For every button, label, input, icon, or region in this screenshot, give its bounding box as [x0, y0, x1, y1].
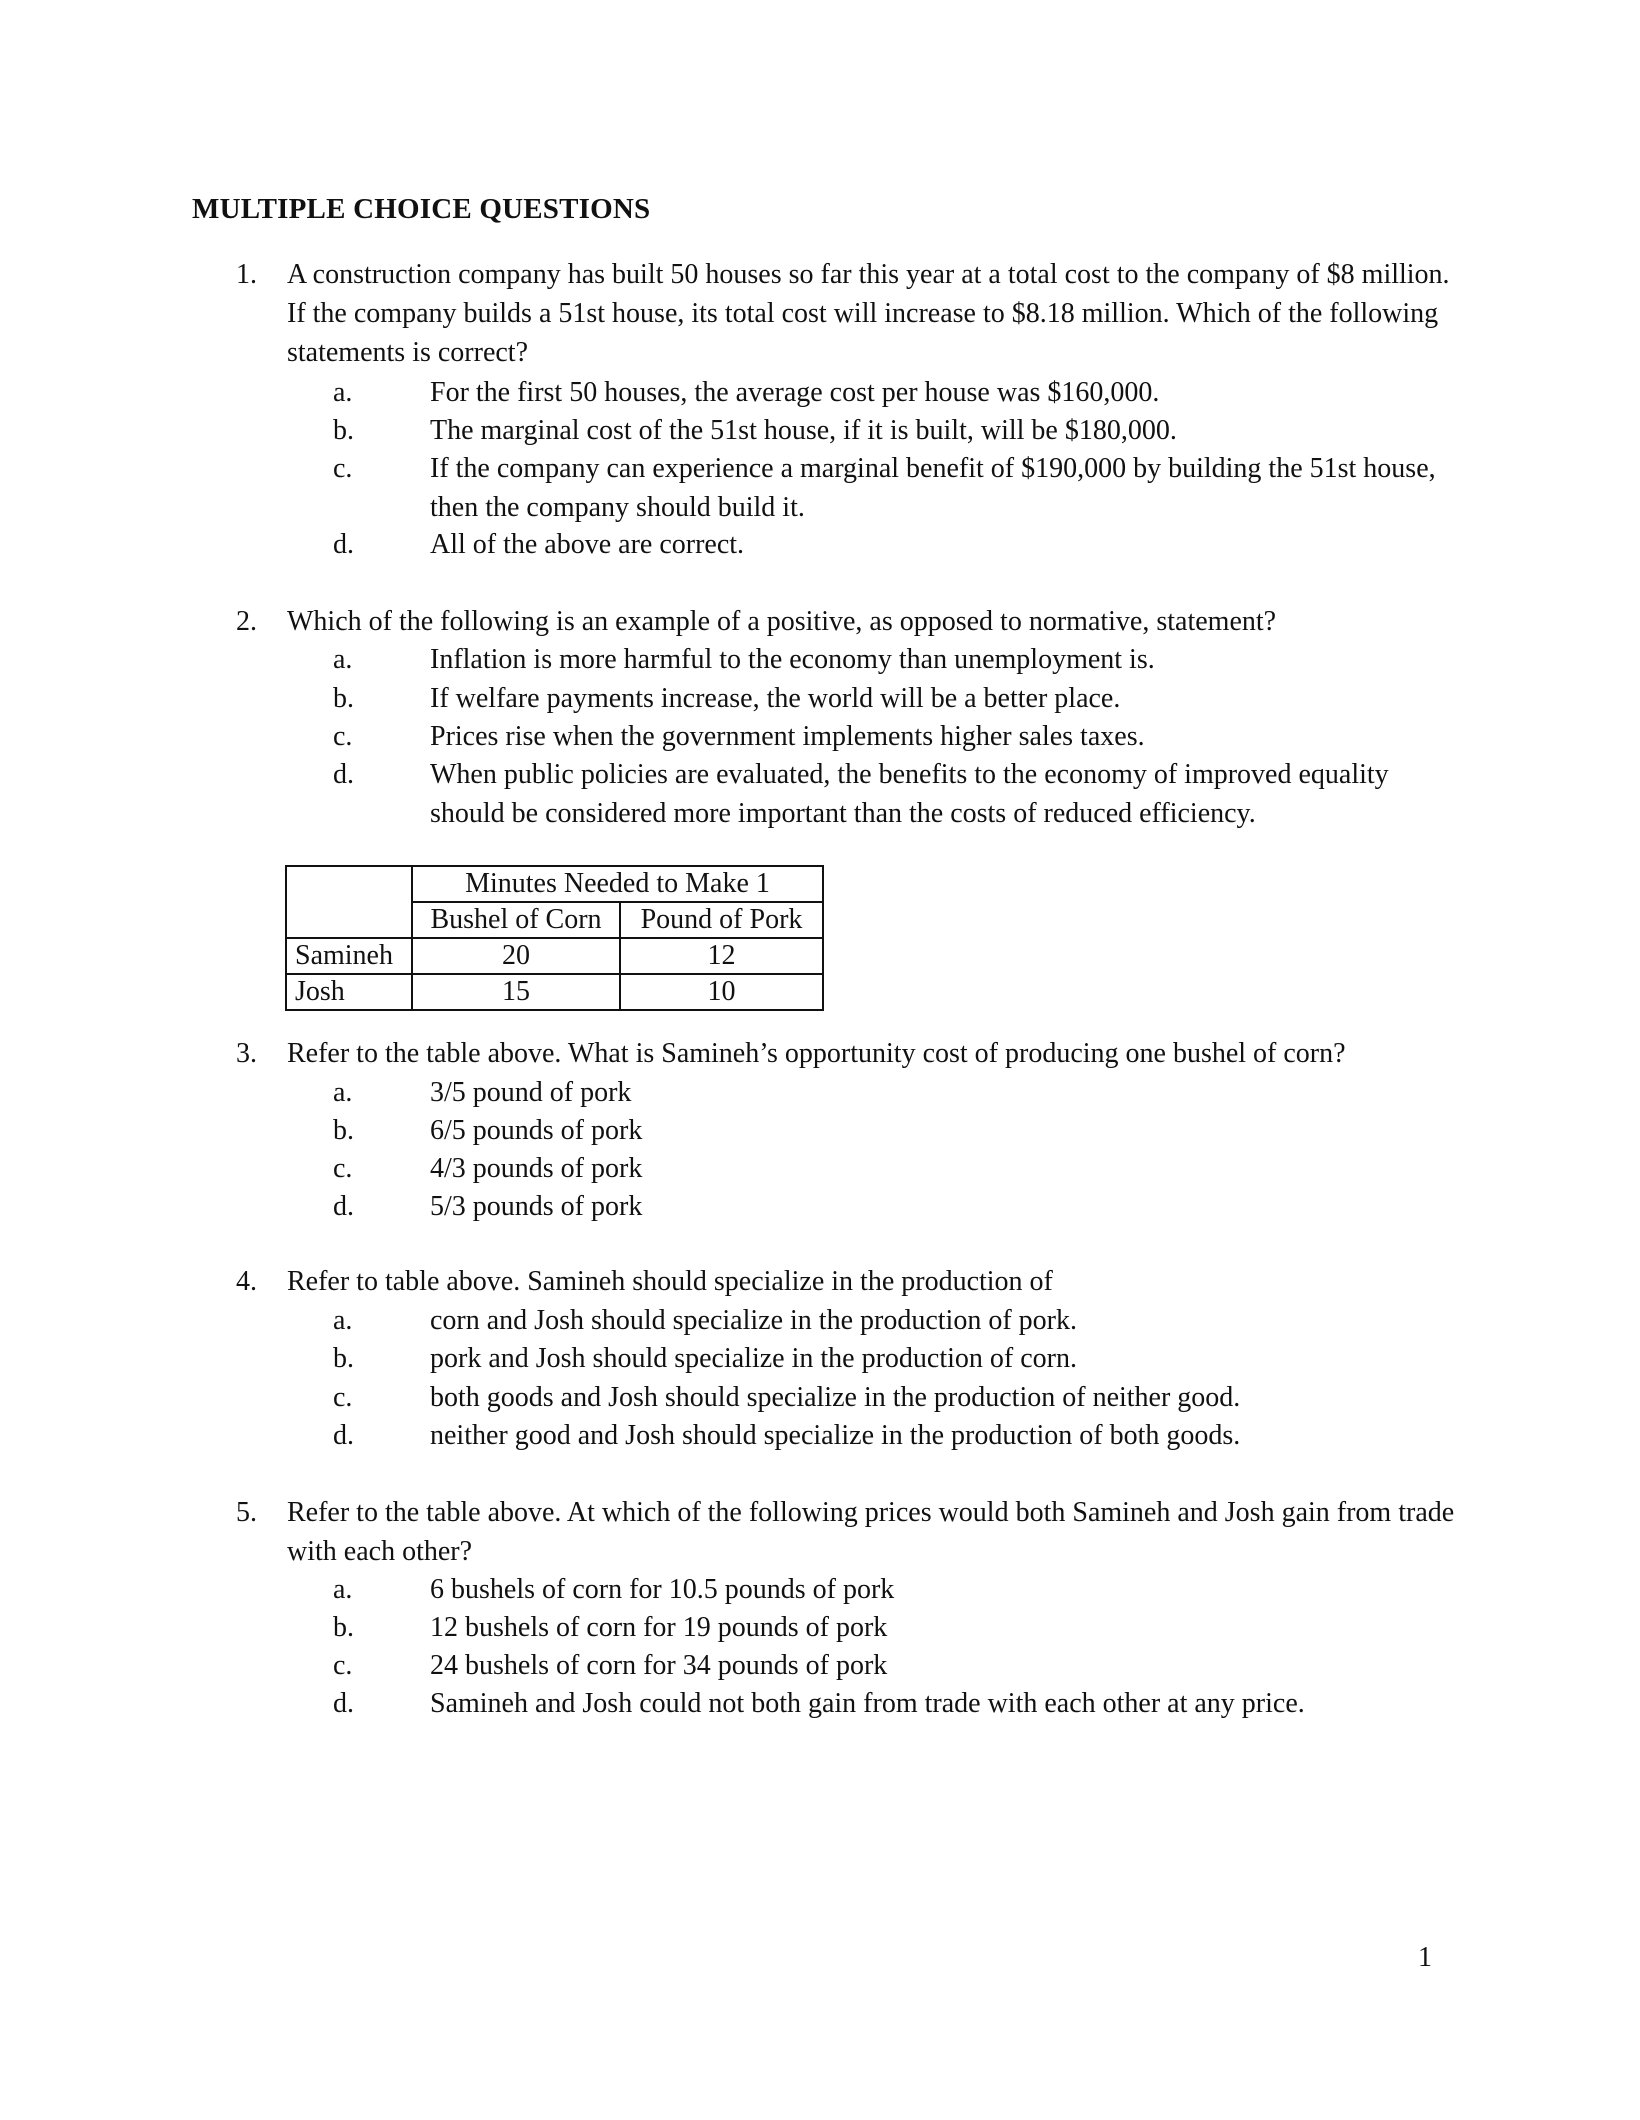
question-number: 4. — [236, 1266, 257, 1297]
option-text: Prices rise when the government implements higher sales taxes. — [430, 721, 1145, 752]
option-letter: d. — [333, 759, 354, 790]
option-letter: c. — [333, 1382, 353, 1413]
option-letter: c. — [333, 453, 353, 484]
option-letter: d. — [333, 529, 354, 560]
option-text: 24 bushels of corn for 34 pounds of pork — [430, 1650, 888, 1681]
option-text: If welfare payments increase, the world will be a better place. — [430, 683, 1121, 714]
question-number: 1. — [236, 259, 257, 290]
column-header-corn: Bushel of Corn — [412, 902, 620, 938]
pork-value-cell: 10 — [620, 974, 823, 1010]
option-text: 6 bushels of corn for 10.5 pounds of pork — [430, 1574, 895, 1605]
option-text: 12 bushels of corn for 19 pounds of pork — [430, 1612, 888, 1643]
option-text: 6/5 pounds of pork — [430, 1115, 643, 1146]
option-text: The marginal cost of the 51st house, if it is built, will be $180,000. — [430, 415, 1177, 446]
question-text: A construction company has built 50 houses so far this year at a total cost to the company of $8 million. If the company builds a 51st house, its total cost will increase to $8.18 million. Which of the following statements is correct? — [287, 259, 1450, 368]
option-letter: b. — [333, 1612, 354, 1643]
option-letter: a. — [333, 377, 353, 408]
option-letter: d. — [333, 1420, 354, 1451]
option-text: 5/3 pounds of pork — [430, 1191, 643, 1222]
table-row — [286, 938, 823, 974]
option-letter: d. — [333, 1688, 354, 1719]
table-header-row — [286, 866, 823, 902]
question-text: Refer to table above. Samineh should specialize in the production of — [287, 1266, 1053, 1297]
option-text: All of the above are correct. — [430, 529, 745, 560]
question-number: 3. — [236, 1038, 257, 1069]
option-letter: a. — [333, 644, 353, 675]
corn-value-cell: 20 — [412, 938, 620, 974]
page-title: MULTIPLE CHOICE QUESTIONS — [192, 193, 651, 225]
option-text: Inflation is more harmful to the economy than unemployment is. — [430, 644, 1155, 675]
option-letter: b. — [333, 415, 354, 446]
question-number: 2. — [236, 606, 257, 637]
empty-header-cell — [286, 866, 412, 938]
option-text: For the first 50 houses, the average cost per house was $160,000. — [430, 377, 1160, 408]
row-name-cell: Samineh — [286, 938, 412, 974]
question-text: Which of the following is an example of a positive, as opposed to normative, statement? — [287, 606, 1277, 637]
minutes-table — [285, 865, 824, 1011]
option-text: Samineh and Josh could not both gain from trade with each other at any price. — [430, 1688, 1305, 1719]
option-text: pork and Josh should specialize in the production of corn. — [430, 1343, 1077, 1374]
option-text: neither good and Josh should specialize in the production of both goods. — [430, 1420, 1241, 1451]
option-letter: b. — [333, 1115, 354, 1146]
option-text: corn and Josh should specialize in the production of pork. — [430, 1305, 1077, 1336]
option-letter: b. — [333, 683, 354, 714]
option-letter: d. — [333, 1191, 354, 1222]
option-text: both goods and Josh should specialize in the production of neither good. — [430, 1382, 1241, 1413]
option-letter: c. — [333, 1650, 353, 1681]
option-letter: a. — [333, 1077, 353, 1108]
column-header-pork: Pound of Pork — [620, 902, 823, 938]
row-name-cell: Josh — [286, 974, 412, 1010]
option-letter: a. — [333, 1574, 353, 1605]
option-letter: b. — [333, 1343, 354, 1374]
question-text: Refer to the table above. What is Samineh’s opportunity cost of producing one bushel of corn? — [287, 1038, 1346, 1069]
corn-value-cell: 15 — [412, 974, 620, 1010]
page-number: 1 — [1418, 1942, 1432, 1973]
option-text: 4/3 pounds of pork — [430, 1153, 643, 1184]
option-text: If the company can experience a marginal benefit of $190,000 by building the 51st house, then the company should build it. — [430, 453, 1436, 523]
table-row — [286, 974, 823, 1010]
option-text: 3/5 pound of pork — [430, 1077, 632, 1108]
group-header-cell: Minutes Needed to Make 1 — [412, 866, 823, 902]
question-number: 5. — [236, 1497, 257, 1528]
option-letter: a. — [333, 1305, 353, 1336]
pork-value-cell: 12 — [620, 938, 823, 974]
option-letter: c. — [333, 1153, 353, 1184]
question-text: Refer to the table above. At which of the following prices would both Samineh and Josh gain from trade with each other? — [287, 1497, 1455, 1567]
option-letter: c. — [333, 721, 353, 752]
option-text: When public policies are evaluated, the benefits to the economy of improved equality should be considered more important than the costs of reduced efficiency. — [430, 759, 1389, 829]
